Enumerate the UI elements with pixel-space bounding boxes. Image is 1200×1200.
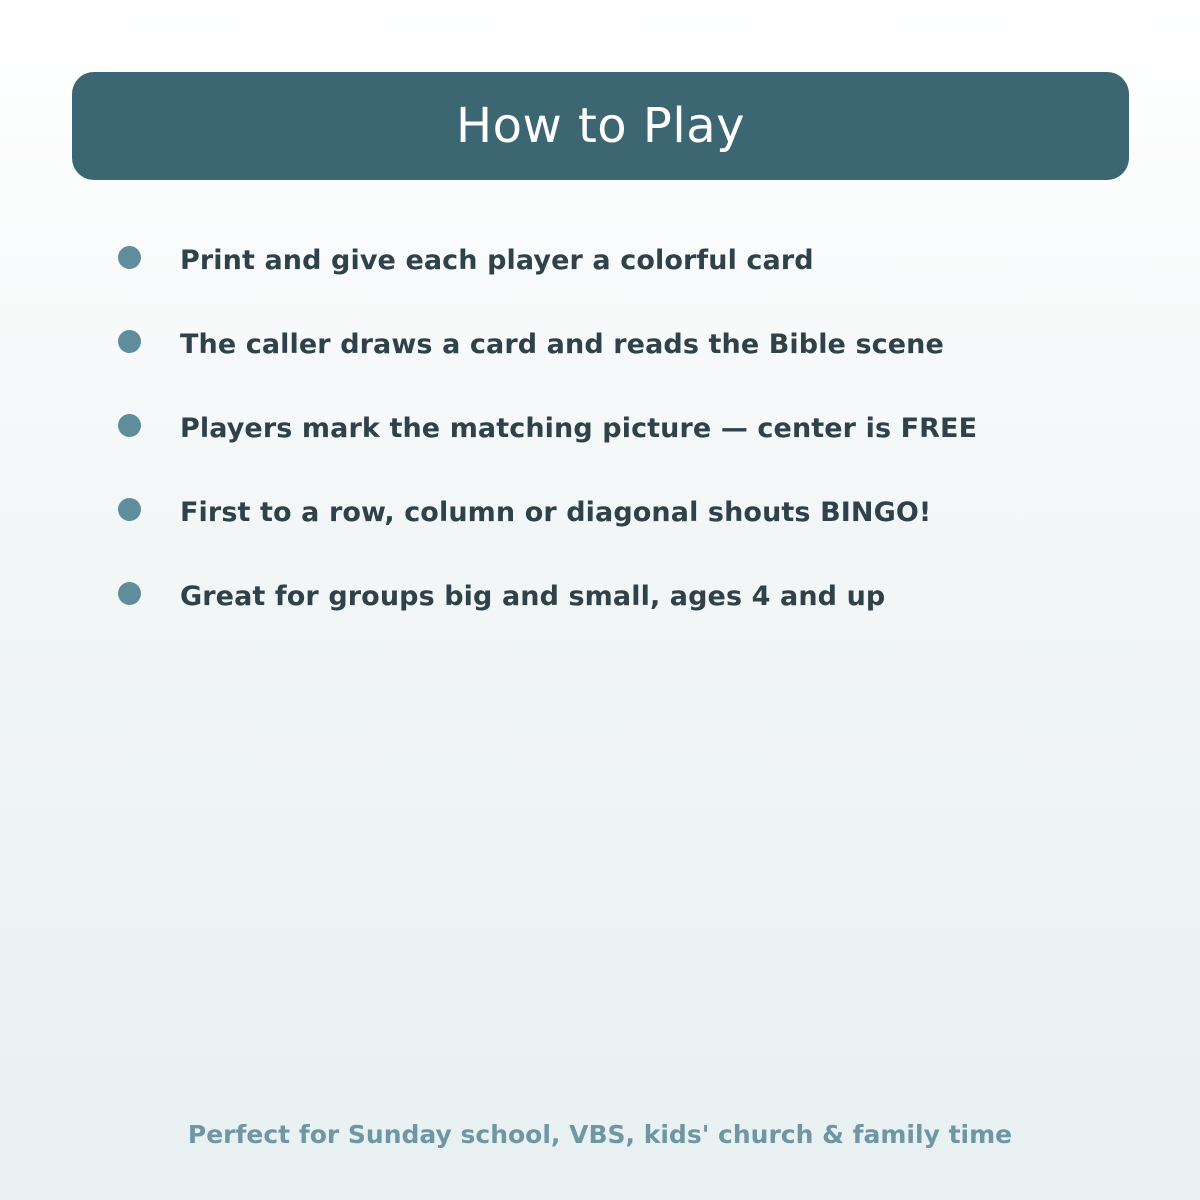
list-item-text: The caller draws a card and reads the Bible scene: [180, 328, 944, 360]
bullet-dot-icon: [118, 498, 141, 521]
list-item: [118, 316, 1118, 372]
bullet-dot-icon: [118, 414, 141, 437]
list-item-text: Print and give each player a colorful card: [180, 244, 814, 276]
bullet-dot-icon: [118, 246, 141, 269]
list-item: [118, 568, 1118, 624]
page-title: How to Play: [455, 98, 746, 154]
list-item-text: Great for groups big and small, ages 4 and up: [180, 580, 886, 612]
list-item-text: Players mark the matching picture — center is FREE: [180, 412, 978, 444]
list-item-text: First to a row, column or diagonal shouts BINGO!: [180, 496, 932, 528]
list-item: [118, 484, 1118, 540]
bullet-dot-icon: [118, 330, 141, 353]
footer-tagline: Perfect for Sunday school, VBS, kids' church & family time: [187, 1120, 1013, 1149]
header-banner: [72, 72, 1129, 180]
list-item: [118, 400, 1118, 456]
list-item: [118, 232, 1118, 288]
instructions-list: [118, 232, 1118, 652]
bullet-dot-icon: [118, 582, 141, 605]
